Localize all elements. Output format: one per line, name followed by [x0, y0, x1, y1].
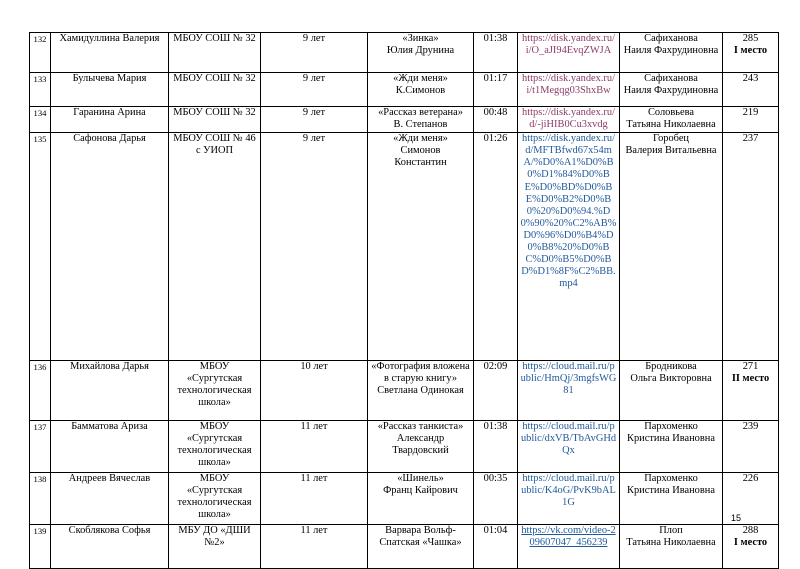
row-number-cell: 134 [30, 107, 51, 133]
score-value: 226 [742, 473, 759, 485]
score-value: 285 [742, 33, 759, 44]
table-row [30, 473, 779, 525]
table-row [30, 133, 779, 361]
work-line: Юлия Друнина [386, 45, 455, 57]
teacher-cell [620, 421, 723, 473]
participant-name-cell: Андреев Вячеслав [51, 473, 169, 525]
teacher-cell [620, 525, 723, 569]
score-cell [723, 133, 779, 361]
video-link-cell [518, 525, 620, 569]
video-link[interactable]: https://vk.com/video-209607047_456239 [521, 525, 616, 549]
row-number-cell: 133 [30, 73, 51, 107]
school-cell: МБОУ СОШ № 32 [169, 73, 261, 107]
row-number-cell: 132 [30, 33, 51, 73]
age-cell: 11 лет [261, 525, 368, 569]
teacher-line: Соловьева [647, 107, 694, 118]
table-row [30, 33, 779, 73]
participant-name-cell: Хамидуллина Валерия [51, 33, 169, 73]
teacher-line: Валерия Витальевна [625, 145, 717, 157]
table-row [30, 525, 779, 569]
work-cell [368, 525, 474, 569]
work-line: «Рассказ ветерана» [378, 107, 463, 118]
school-cell: МБОУ «Сургутская технологическая школа» [169, 473, 261, 525]
work-cell [368, 473, 474, 525]
page-number: 15 [731, 513, 742, 523]
work-line: В. Степанов [393, 119, 448, 131]
teacher-cell [620, 473, 723, 525]
score-value: 288 [742, 525, 759, 537]
work-line: К.Симонов [395, 85, 446, 97]
score-value: 243 [742, 73, 759, 84]
score-cell [723, 525, 779, 569]
work-line: Константин [394, 157, 447, 169]
work-line: Александр Твардовский [392, 433, 449, 457]
video-link-cell [518, 421, 620, 473]
table-row [30, 421, 779, 473]
duration-cell: 00:35 [474, 473, 518, 525]
teacher-line: Пархоменко [644, 473, 698, 485]
school-cell: МБОУ «Сургутская технологическая школа» [169, 361, 261, 421]
teacher-cell [620, 133, 723, 361]
place-award: I место [733, 45, 768, 57]
school-cell: МБОУ СОШ № 46 с УИОП [169, 133, 261, 361]
video-link-cell [518, 361, 620, 421]
duration-cell: 01:17 [474, 73, 518, 107]
row-number-cell: 135 [30, 133, 51, 361]
teacher-cell [620, 361, 723, 421]
row-number-cell: 138 [30, 473, 51, 525]
duration-cell: 02:09 [474, 361, 518, 421]
age-cell: 9 лет [261, 107, 368, 133]
teacher-cell [620, 33, 723, 73]
score-cell [723, 361, 779, 421]
work-line: «Жди меня» [393, 133, 448, 145]
teacher-cell [620, 73, 723, 107]
place-award: II место [731, 373, 770, 385]
video-link-cell [518, 473, 620, 525]
age-cell: 11 лет [261, 473, 368, 525]
work-cell [368, 107, 474, 133]
work-line: «Жди меня» [393, 73, 448, 84]
age-cell: 11 лет [261, 421, 368, 473]
teacher-line: Кристина Ивановна [627, 433, 715, 445]
teacher-line: Сафиханова [644, 33, 698, 44]
score-value: 271 [742, 361, 759, 373]
school-cell: МБОУ СОШ № 32 [169, 33, 261, 73]
participant-name-cell: Скоблякова Софья [51, 525, 169, 569]
school-cell: МБОУ «Сургутская технологическая школа» [169, 421, 261, 473]
table-body [30, 33, 779, 569]
participant-name-cell: Михайлова Дарья [51, 361, 169, 421]
age-cell: 9 лет [261, 133, 368, 361]
school-cell: МБУ ДО «ДШИ №2» [169, 525, 261, 569]
teacher-line: Плоп [659, 525, 683, 537]
video-link[interactable]: https://cloud.mail.ru/public/dxVB/TbAvGHdQx [520, 421, 617, 457]
video-link[interactable]: https://cloud.mail.ru/public/HmQj/3mgfsWG81 [520, 361, 617, 397]
work-line: «Рассказ танкиста» [377, 421, 464, 433]
table-row [30, 73, 779, 107]
work-cell [368, 361, 474, 421]
score-value: 219 [742, 107, 759, 118]
school-cell: МБОУ СОШ № 32 [169, 107, 261, 133]
work-line: Франц Кайрович [383, 485, 458, 497]
teacher-line: Татьяна Николаевна [626, 537, 716, 549]
teacher-line: Кристина Ивановна [627, 485, 715, 497]
video-link[interactable]: https://disk.yandex.ru/i/t1Megqg03ShxBw [522, 73, 615, 97]
video-link-cell [518, 73, 620, 107]
teacher-line: Ольга Викторовна [630, 373, 712, 385]
work-line: «Зинка» [402, 33, 439, 44]
results-table [29, 32, 779, 569]
work-line: Светлана Одинокая [377, 385, 464, 397]
table-row [30, 107, 779, 133]
duration-cell: 01:38 [474, 33, 518, 73]
place-award: I место [733, 537, 768, 549]
teacher-line: Сафиханова [644, 73, 698, 84]
video-link[interactable]: https://disk.yandex.ru/d/MFTBfwd67x54mA/%D0%A1%D0%B0%D1%84%D0%BE%D0%BD%D0%BE%D0%B2%D0%B0%20%D0%94.%D0%90%20%C2%AB%D0%96%D0%B4%D0%B8%20%D0%BC%D0%B5%D0%BD%D1%8F%C2%BB.mp4 [520, 133, 617, 290]
duration-cell: 01:04 [474, 525, 518, 569]
teacher-line: Горобец [652, 133, 689, 145]
work-line: «Фотография вложена в старую книгу» [371, 361, 470, 385]
work-cell [368, 33, 474, 73]
age-cell: 9 лет [261, 73, 368, 107]
teacher-line: Наиля Фахрудиновна [623, 85, 719, 97]
row-number-cell: 139 [30, 525, 51, 569]
work-line: «Шинель» [397, 473, 444, 485]
work-line: Варвара Вольф-Спатская «Чашка» [379, 525, 462, 549]
work-cell [368, 73, 474, 107]
teacher-line: Наиля Фахрудиновна [623, 45, 719, 57]
score-value: 237 [742, 133, 759, 145]
duration-cell: 01:38 [474, 421, 518, 473]
row-number-cell: 137 [30, 421, 51, 473]
teacher-cell [620, 107, 723, 133]
score-cell [723, 73, 779, 107]
participant-name-cell: Булычева Мария [51, 73, 169, 107]
teacher-line: Татьяна Николаевна [626, 119, 716, 131]
table-row [30, 361, 779, 421]
teacher-line: Бродникова [645, 361, 697, 373]
age-cell: 10 лет [261, 361, 368, 421]
row-number-cell: 136 [30, 361, 51, 421]
age-cell: 9 лет [261, 33, 368, 73]
teacher-line: Пархоменко [644, 421, 698, 433]
video-link[interactable]: https://disk.yandex.ru/i/O_aJI94EvqZWJA [522, 33, 615, 57]
duration-cell: 00:48 [474, 107, 518, 133]
work-cell [368, 421, 474, 473]
score-cell [723, 107, 779, 133]
score-cell [723, 33, 779, 73]
participant-name-cell: Бамматова Ариза [51, 421, 169, 473]
video-link-cell [518, 107, 620, 133]
score-cell [723, 421, 779, 473]
video-link-cell [518, 33, 620, 73]
video-link[interactable]: https://disk.yandex.ru/d/-jiHIB0Cu3xvdg [522, 107, 615, 131]
video-link-cell [518, 133, 620, 361]
work-cell [368, 133, 474, 361]
duration-cell: 01:26 [474, 133, 518, 361]
participant-name-cell: Гаранина Арина [51, 107, 169, 133]
video-link[interactable]: https://cloud.mail.ru/public/K4oG/PvK9bAL1G [521, 473, 616, 509]
work-line: Симонов [400, 145, 441, 157]
score-value: 239 [742, 421, 759, 433]
participant-name-cell: Сафонова Дарья [51, 133, 169, 361]
